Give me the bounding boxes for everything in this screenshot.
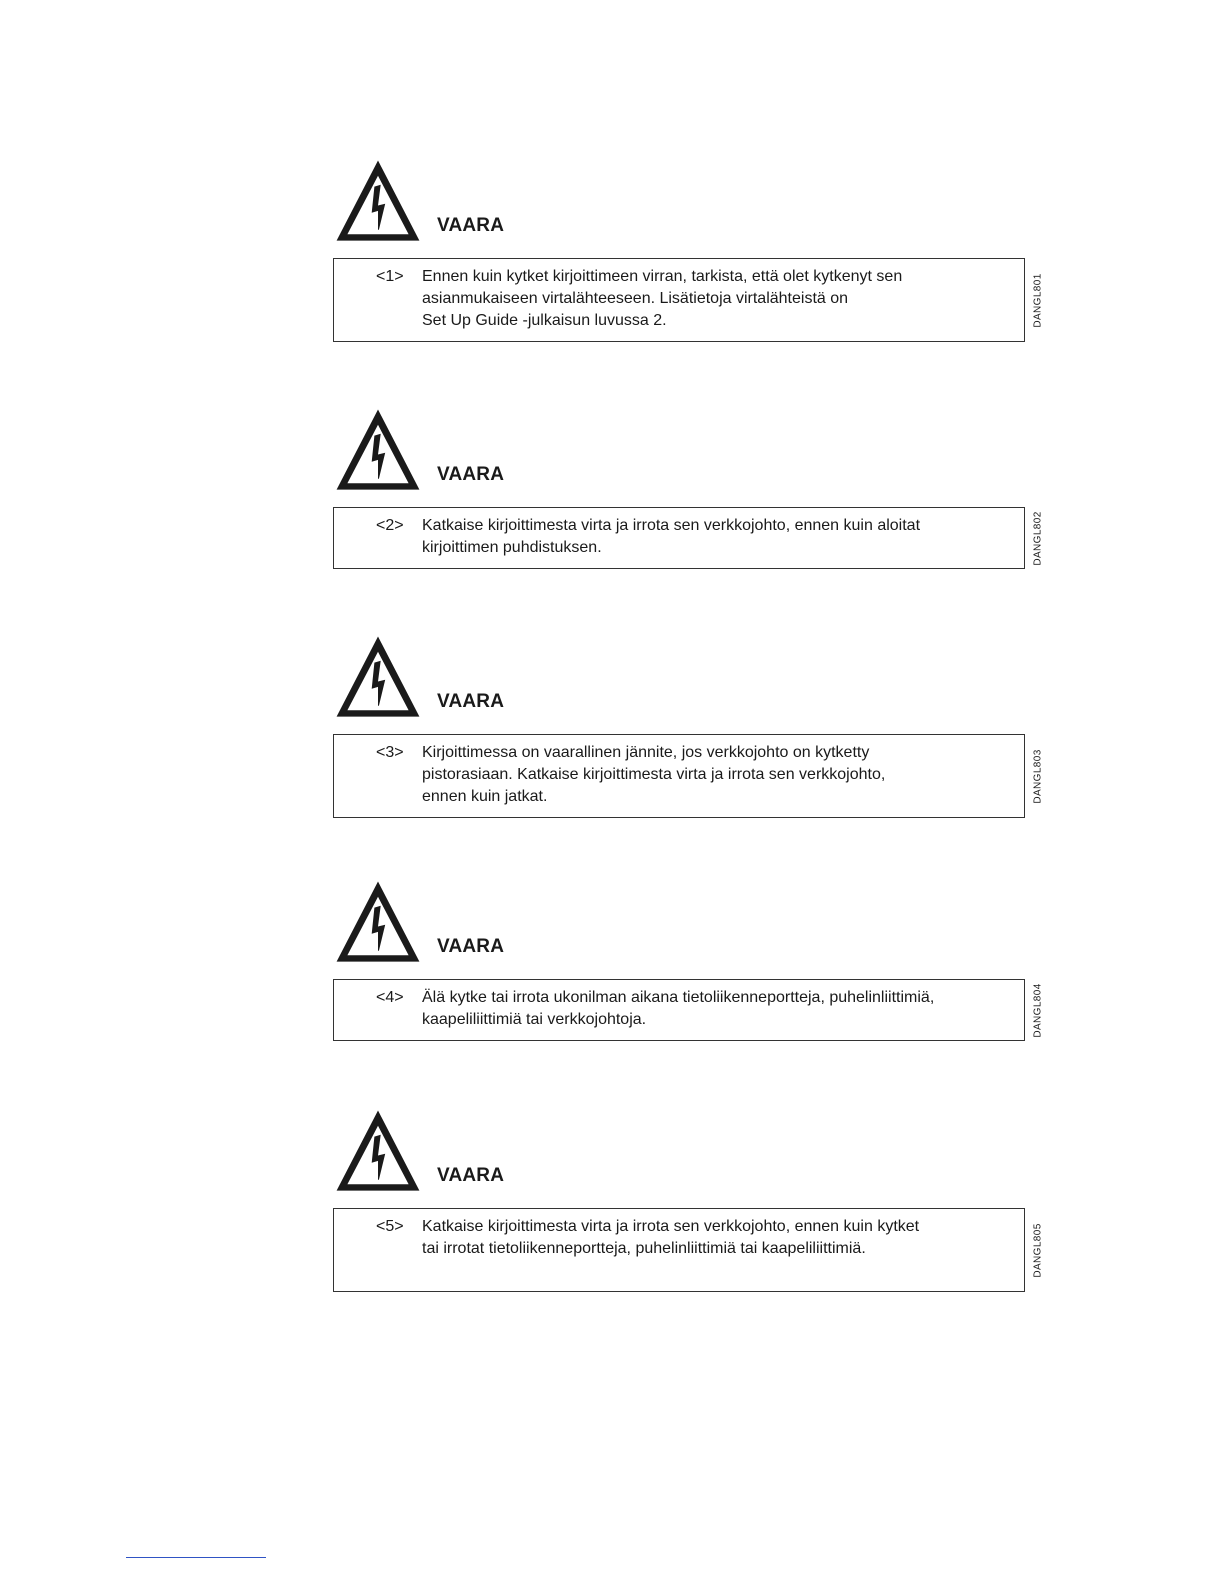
signal-word: VAARA bbox=[437, 691, 505, 712]
notice-code bbox=[1030, 258, 1046, 342]
notice-header bbox=[333, 156, 1045, 248]
notice-number: <3> bbox=[376, 744, 404, 761]
notice-body bbox=[333, 507, 1045, 569]
danger-notice-3 bbox=[333, 632, 1045, 818]
notice-body bbox=[333, 1208, 1045, 1292]
notice-body bbox=[333, 979, 1045, 1041]
notice-code bbox=[1030, 1208, 1046, 1292]
notice-header bbox=[333, 1106, 1045, 1198]
notice-code-label: DANGL801 bbox=[1032, 272, 1044, 328]
notice-number: <1> bbox=[376, 268, 404, 285]
signal-word: VAARA bbox=[437, 1165, 505, 1186]
notice-text: Katkaise kirjoittimesta virta ja irrota sen verkkojohto, ennen kuin aloitat kirjoittimen puhdistuksen. bbox=[422, 517, 921, 556]
notice-code bbox=[1030, 734, 1046, 818]
notice-box bbox=[333, 734, 1025, 818]
high-voltage-warning-icon bbox=[333, 405, 423, 495]
notice-code-label: DANGL804 bbox=[1032, 982, 1044, 1038]
notice-body bbox=[333, 258, 1045, 342]
notice-box bbox=[333, 258, 1025, 342]
signal-word: VAARA bbox=[437, 936, 505, 957]
danger-notice-4 bbox=[333, 877, 1045, 1041]
notice-code-label: DANGL803 bbox=[1032, 748, 1044, 804]
notice-header bbox=[333, 877, 1045, 969]
notice-code bbox=[1030, 979, 1046, 1041]
notice-text: Ennen kuin kytket kirjoittimeen virran, tarkista, että olet kytkenyt sen asianmukaiseen virtalähteeseen. Lisätietoja virtalähteistä on Set Up Guide -julkaisun luvussa 2. bbox=[422, 268, 903, 329]
notice-number: <5> bbox=[376, 1218, 404, 1235]
notice-text: Katkaise kirjoittimesta virta ja irrota sen verkkojohto, ennen kuin kytket tai irrotat tietoliikenneportteja, puhelinliittimiä tai kaapeliliittimiä. bbox=[422, 1218, 920, 1257]
notice-code bbox=[1030, 507, 1046, 569]
notice-text: Kirjoittimessa on vaarallinen jännite, jos verkkojohto on kytketty pistorasiaan. Katkaise kirjoittimesta virta ja irrota sen verkkojohto, ennen kuin jatkat. bbox=[422, 744, 886, 805]
high-voltage-warning-icon bbox=[333, 632, 423, 722]
notice-text: Älä kytke tai irrota ukonilman aikana tietoliikenneportteja, puhelinliittimiä, kaapeliliittimiä tai verkkojohtoja. bbox=[422, 989, 935, 1028]
signal-word: VAARA bbox=[437, 464, 505, 485]
notice-box bbox=[333, 979, 1025, 1041]
danger-notice-2 bbox=[333, 405, 1045, 569]
notice-body bbox=[333, 734, 1045, 818]
notice-header bbox=[333, 405, 1045, 497]
notice-number: <4> bbox=[376, 989, 404, 1006]
notice-number: <2> bbox=[376, 517, 404, 534]
danger-notice-5 bbox=[333, 1106, 1045, 1292]
footer-rule bbox=[126, 1557, 266, 1558]
notice-header bbox=[333, 632, 1045, 724]
notice-code-label: DANGL802 bbox=[1032, 510, 1044, 566]
notice-box bbox=[333, 507, 1025, 569]
danger-notice-1 bbox=[333, 156, 1045, 342]
high-voltage-warning-icon bbox=[333, 877, 423, 967]
signal-word: VAARA bbox=[437, 215, 505, 236]
notice-box bbox=[333, 1208, 1025, 1292]
high-voltage-warning-icon bbox=[333, 156, 423, 246]
high-voltage-warning-icon bbox=[333, 1106, 423, 1196]
notice-code-label: DANGL805 bbox=[1032, 1222, 1044, 1278]
